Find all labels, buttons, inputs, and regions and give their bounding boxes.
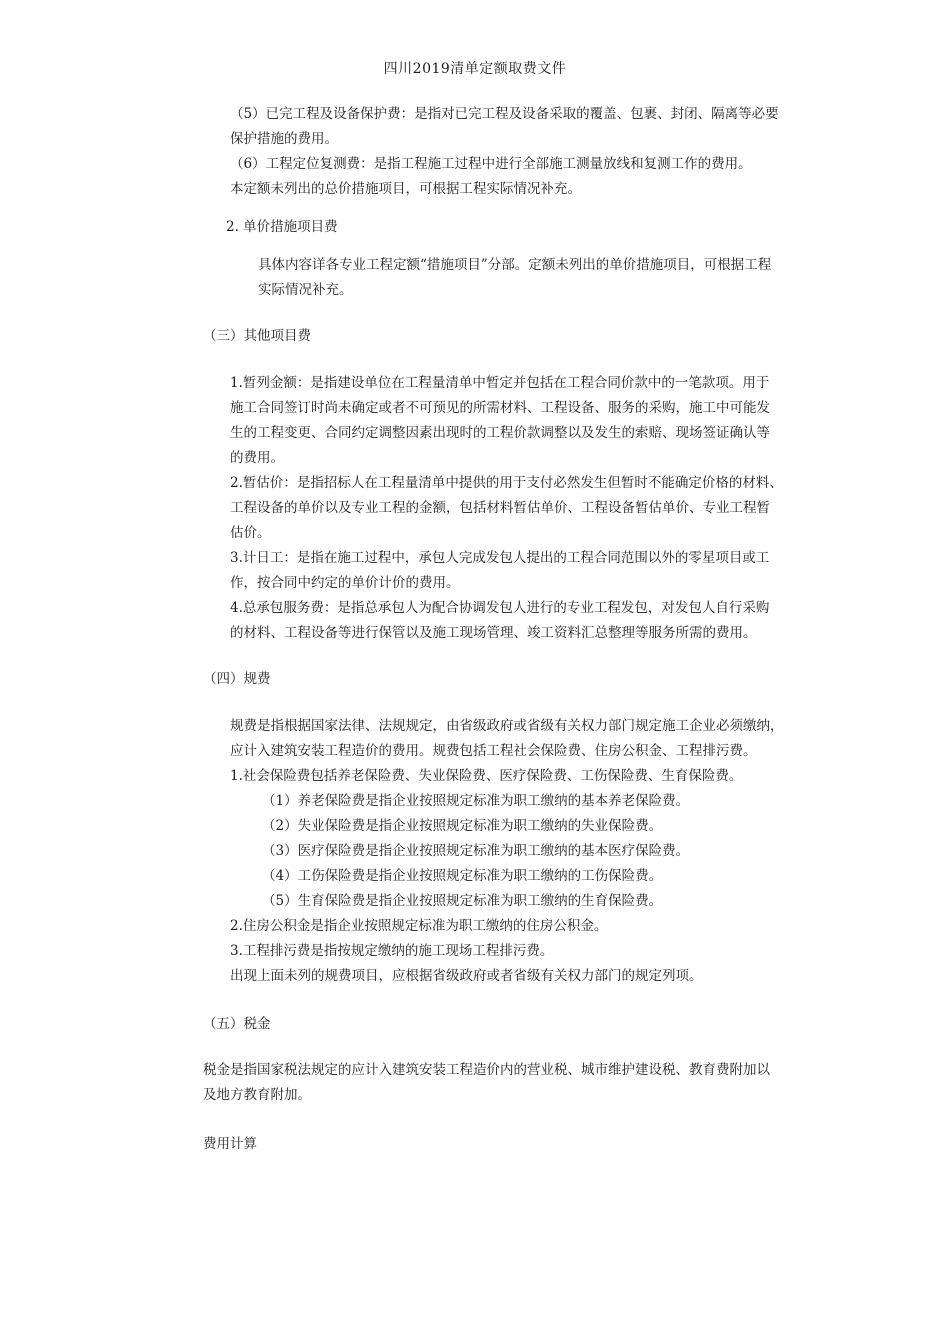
text-line: 3.计日工：是指在施工过程中，承包人完成发包人提出的工程合同范围以外的零星项目或工 bbox=[230, 550, 770, 566]
section-heading: （五）税金 bbox=[203, 1016, 271, 1032]
text-line: 施工合同签订时尚未确定或者不可预见的所需材料、工程设备、服务的采购，施工中可能发 bbox=[230, 400, 770, 416]
text-line: 估价。 bbox=[230, 525, 271, 541]
text-line: 本定额未列出的总价措施项目，可根据工程实际情况补充。 bbox=[230, 181, 581, 197]
text-line: 税金是指国家税法规定的应计入建筑安装工程造价内的营业税、城市维护建设税、教育费附加以 bbox=[203, 1062, 770, 1078]
text-line: 规费是指根据国家法律、法规规定，由省级政府或省级有关权力部门规定施工企业必须缴纳， bbox=[230, 718, 784, 734]
text-line: 1.社会保险费包括养老保险费、失业保险费、医疗保险费、工伤保险费、生育保险费。 bbox=[230, 768, 743, 784]
text-line: 1.暂列金额：是指建设单位在工程量清单中暂定并包括在工程合同价款中的一笔款项。用于 bbox=[230, 375, 770, 391]
section-heading: （四）规费 bbox=[203, 671, 271, 687]
text-line: 应计入建筑安装工程造价的费用。规费包括工程社会保险费、住房公积金、工程排污费。 bbox=[230, 743, 757, 759]
section-heading: 2. 单价措施项目费 bbox=[226, 219, 338, 235]
text-line: （6）工程定位复测费：是指工程施工过程中进行全部施工测量放线和复测工作的费用。 bbox=[230, 156, 752, 172]
text-line: 工程设备的单价以及专业工程的金额，包括材料暂估单价、工程设备暂估单价、专业工程暂 bbox=[230, 500, 770, 516]
page-header: 四川2019清单定额取费文件 bbox=[383, 61, 567, 77]
text-line: （5）已完工程及设备保护费：是指对已完工程及设备采取的覆盖、包裹、封闭、隔离等必要 bbox=[230, 106, 779, 122]
text-line: 3.工程排污费是指按规定缴纳的施工现场工程排污费。 bbox=[230, 943, 554, 959]
text-line: 出现上面未列的规费项目，应根据省级政府或者省级有关权力部门的规定列项。 bbox=[230, 968, 703, 984]
text-line: （1）养老保险费是指企业按照规定标准为职工缴纳的基本养老保险费。 bbox=[262, 793, 690, 809]
text-line: 的费用。 bbox=[230, 450, 284, 466]
text-line: （2）失业保险费是指企业按照规定标准为职工缴纳的失业保险费。 bbox=[262, 818, 663, 834]
text-line: 2.住房公积金是指企业按照规定标准为职工缴纳的住房公积金。 bbox=[230, 918, 608, 934]
text-line: 及地方教育附加。 bbox=[203, 1087, 311, 1103]
text-line: 作，按合同中约定的单价计价的费用。 bbox=[230, 575, 460, 591]
text-line: 实际情况补充。 bbox=[258, 282, 353, 298]
text-line: 生的工程变更、合同约定调整因素出现时的工程价款调整以及发生的索赔、现场签证确认等 bbox=[230, 425, 770, 441]
text-line: （4）工伤保险费是指企业按照规定标准为职工缴纳的工伤保险费。 bbox=[262, 868, 663, 884]
text-line: 2.暂估价：是指招标人在工程量清单中提供的用于支付必然发生但暂时不能确定价格的材料、 bbox=[230, 475, 783, 491]
text-line: （5）生育保险费是指企业按照规定标准为职工缴纳的生育保险费。 bbox=[262, 893, 663, 909]
text-line: 具体内容详各专业工程定额“措施项目”分部。定额未列出的单价措施项目，可根据工程 bbox=[258, 257, 772, 273]
section-heading: （三）其他项目费 bbox=[203, 328, 311, 344]
text-line: （3）医疗保险费是指企业按照规定标准为职工缴纳的基本医疗保险费。 bbox=[262, 843, 690, 859]
text-line: 4.总承包服务费：是指总承包人为配合协调发包人进行的专业工程发包，对发包人自行采购 bbox=[230, 600, 770, 616]
section-heading: 费用计算 bbox=[203, 1136, 257, 1152]
text-line: 保护措施的费用。 bbox=[230, 131, 338, 147]
text-line: 的材料、工程设备等进行保管以及施工现场管理、竣工资料汇总整理等服务所需的费用。 bbox=[230, 625, 757, 641]
